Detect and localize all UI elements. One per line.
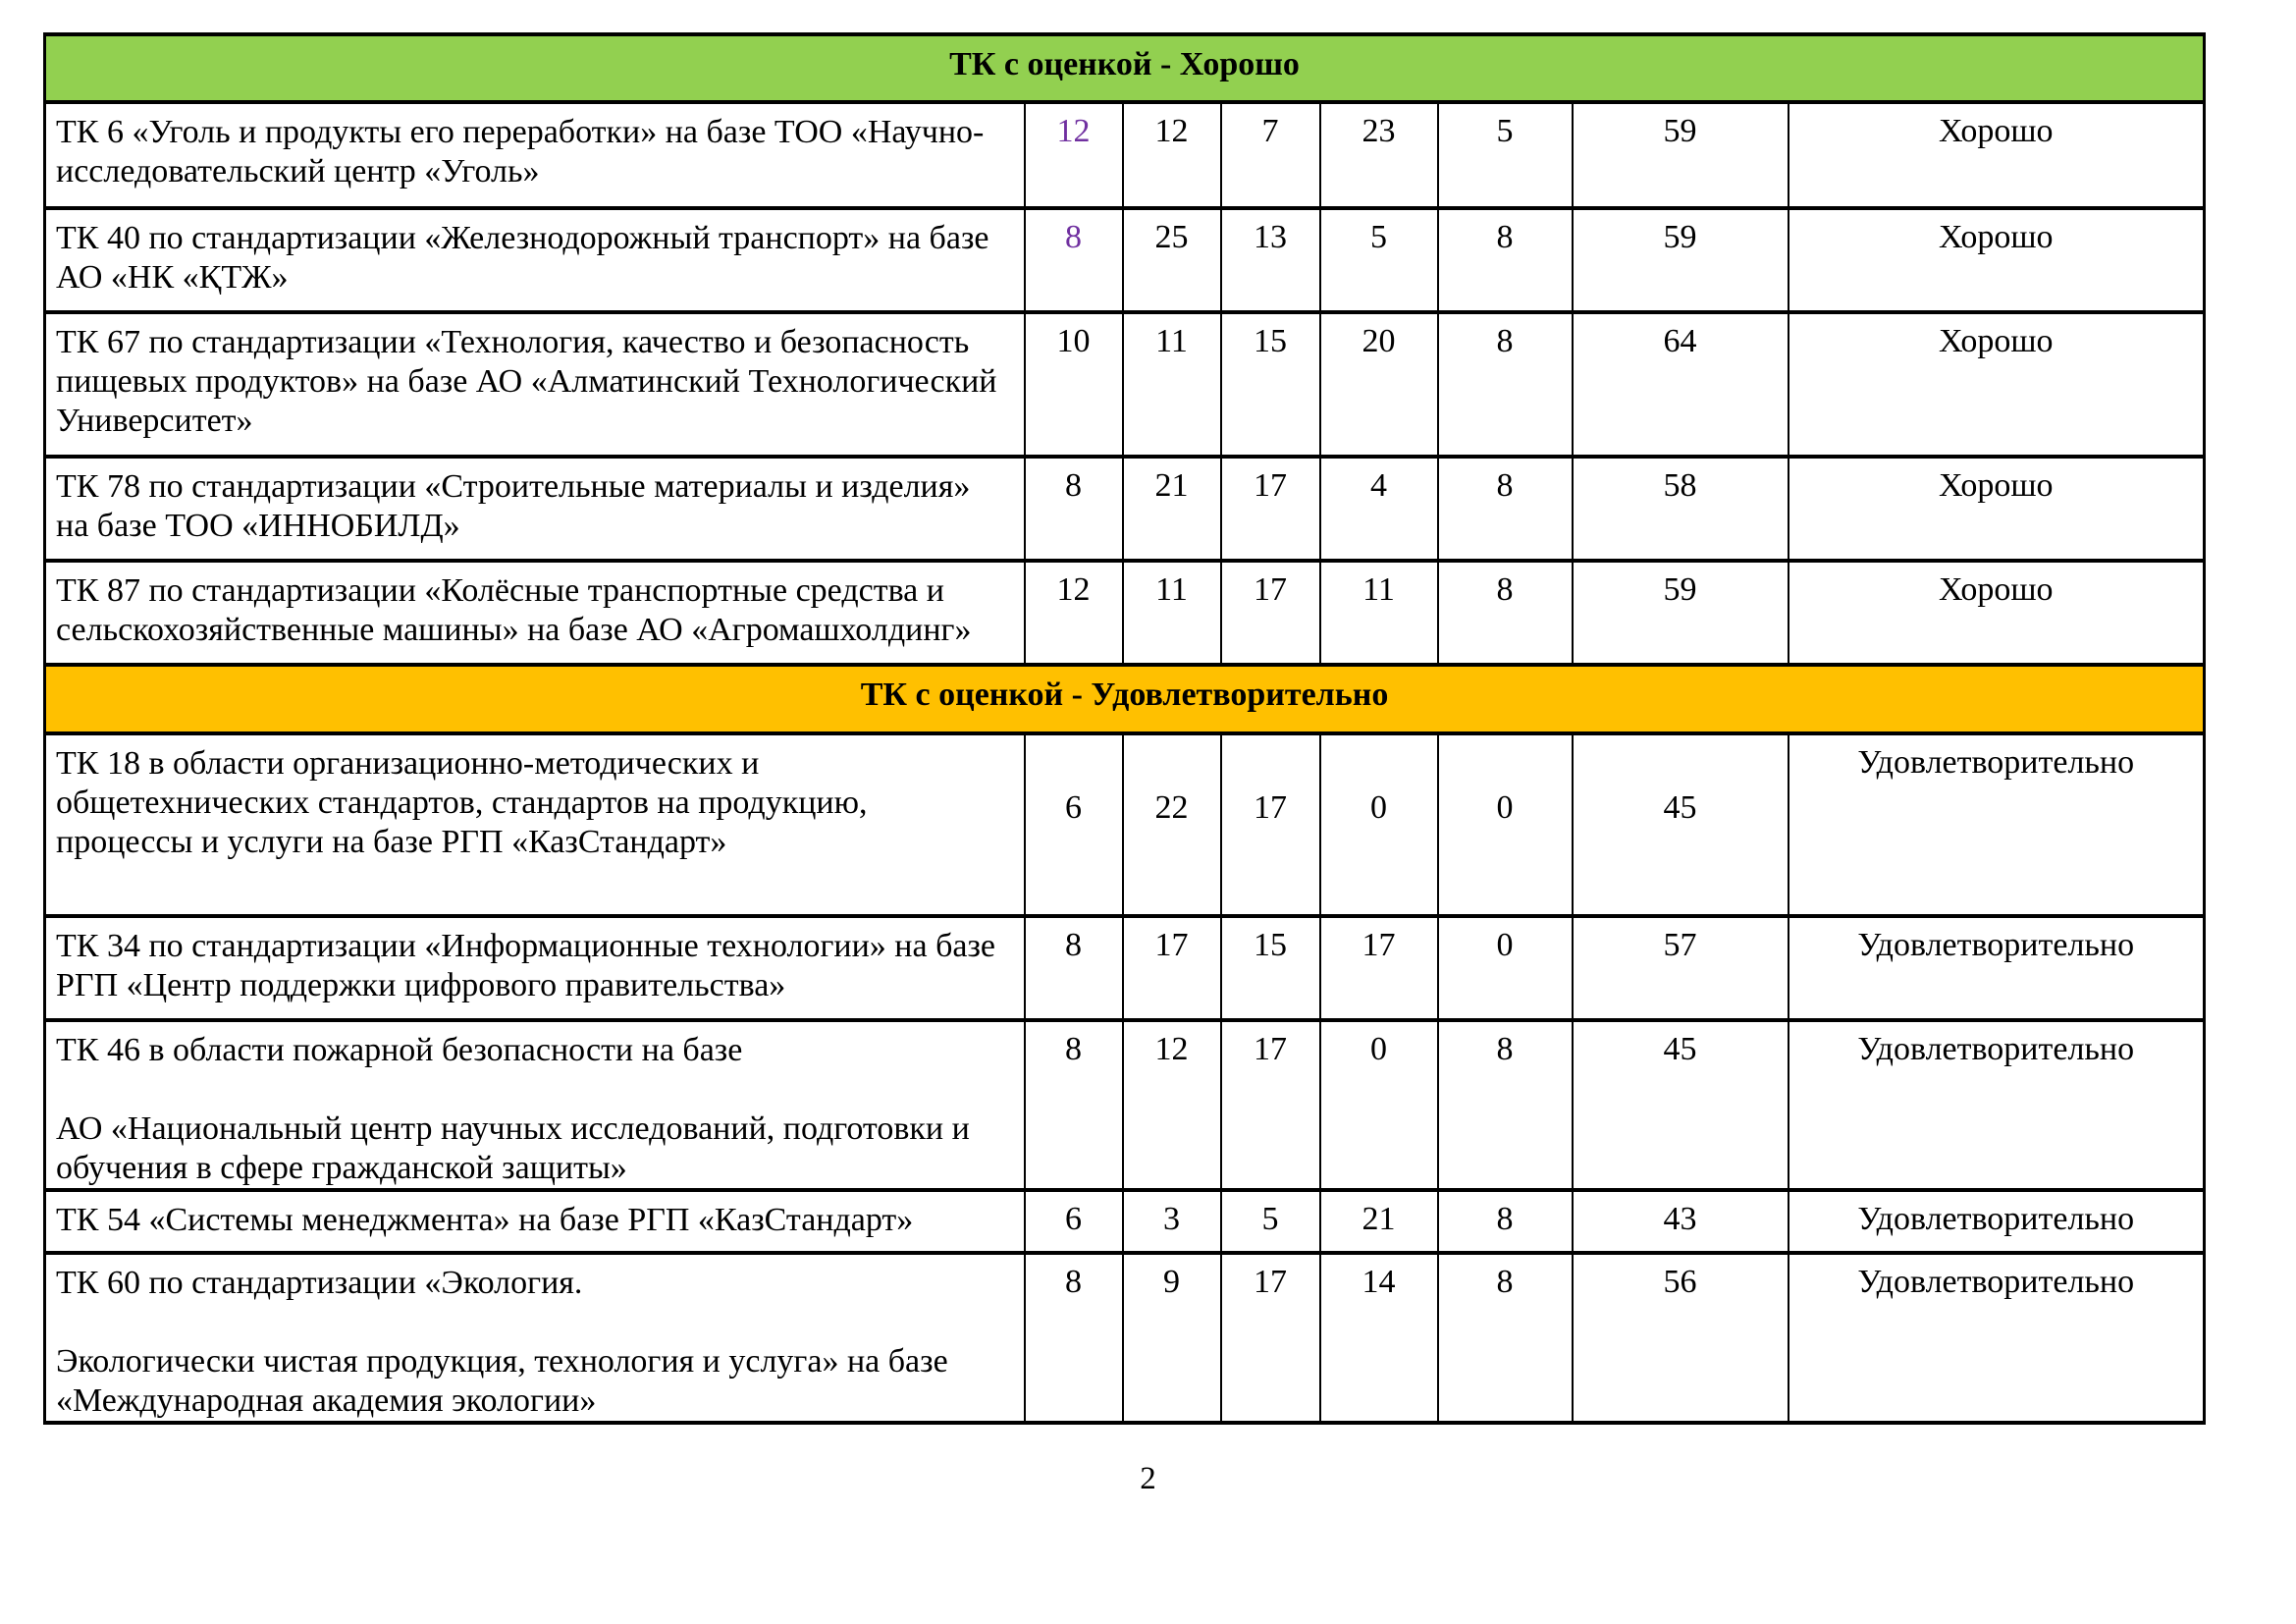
tk-name-cell (45, 457, 1025, 561)
score-cell: 5 (1320, 208, 1438, 312)
score-cell: 6 (1025, 733, 1123, 916)
section-header-good: ТК с оценкой - Хорошо (45, 34, 2205, 102)
score-cell: 17 (1221, 1020, 1320, 1190)
tk-row (45, 1020, 2205, 1190)
score-cell: 20 (1320, 312, 1438, 457)
tk-name-paragraph: ТК 46 в области пожарной безопасности на базе (56, 1032, 743, 1068)
score-cell: 9 (1123, 1253, 1221, 1423)
total-score-cell: 59 (1573, 102, 1789, 208)
tk-name-paragraph: АО «Национальный центр научных исследований, подготовки и обучения в сфере гражданской защиты» (56, 1110, 970, 1186)
score-cell: 8 (1025, 916, 1123, 1020)
total-score-cell: 45 (1573, 733, 1789, 916)
tk-name-cell (45, 561, 1025, 665)
rating-cell: Хорошо (1789, 208, 2205, 312)
score-cell: 8 (1438, 457, 1573, 561)
tk-name-cell (45, 916, 1025, 1020)
score-cell: 13 (1221, 208, 1320, 312)
tk-name-cell (45, 1020, 1025, 1190)
score-cell: 22 (1123, 733, 1221, 916)
tk-row (45, 916, 2205, 1020)
rating-cell: Удовлетворительно (1789, 1020, 2205, 1190)
score-cell: 0 (1320, 733, 1438, 916)
score-cell: 12 (1025, 561, 1123, 665)
tk-name-cell (45, 1190, 1025, 1253)
score-cell: 12 (1123, 102, 1221, 208)
score-cell: 4 (1320, 457, 1438, 561)
tk-row (45, 733, 2205, 916)
score-cell: 12 (1025, 102, 1123, 208)
tk-name-paragraph: ТК 40 по стандартизации «Железнодорожный транспорт» на базе АО «НК «ҚТЖ» (56, 220, 989, 296)
score-cell: 0 (1438, 916, 1573, 1020)
score-cell: 11 (1123, 312, 1221, 457)
score-cell: 5 (1221, 1190, 1320, 1253)
tk-name-paragraph: ТК 87 по стандартизации «Колёсные транспортные средства и сельскохозяйственные машины» на базе АО «Агромашхолдинг» (56, 572, 972, 648)
score-cell: 12 (1123, 1020, 1221, 1190)
section-band-row-satisfactory (45, 665, 2205, 733)
tk-name-cell (45, 208, 1025, 312)
tk-name-cell (45, 733, 1025, 916)
score-cell: 17 (1221, 733, 1320, 916)
tk-row (45, 457, 2205, 561)
score-cell: 14 (1320, 1253, 1438, 1423)
tk-name-paragraph: ТК 60 по стандартизации «Экология. (56, 1265, 583, 1301)
tk-name-paragraph (56, 1303, 1010, 1342)
score-cell: 0 (1438, 733, 1573, 916)
total-score-cell: 56 (1573, 1253, 1789, 1423)
score-cell: 5 (1438, 102, 1573, 208)
score-cell: 7 (1221, 102, 1320, 208)
score-cell: 11 (1123, 561, 1221, 665)
score-cell: 15 (1221, 312, 1320, 457)
score-cell: 3 (1123, 1190, 1221, 1253)
score-cell: 17 (1123, 916, 1221, 1020)
score-cell: 8 (1438, 208, 1573, 312)
tk-name-paragraph: Экологически чистая продукция, технология и услуга» на базе «Международная академия экологии» (56, 1343, 948, 1419)
tk-name-paragraph: ТК 18 в области организационно-методических и общетехнических стандартов, стандартов на продукцию, процессы и услуги на базе РГП «КазСтандарт» (56, 745, 868, 860)
score-cell: 8 (1438, 1190, 1573, 1253)
total-score-cell: 59 (1573, 561, 1789, 665)
total-score-cell: 58 (1573, 457, 1789, 561)
rating-cell: Удовлетворительно (1789, 1253, 2205, 1423)
tk-row (45, 1190, 2205, 1253)
tk-row (45, 208, 2205, 312)
page-number: 2 (1140, 1461, 1156, 1496)
score-cell: 23 (1320, 102, 1438, 208)
total-score-cell: 64 (1573, 312, 1789, 457)
tk-name-paragraph: ТК 6 «Уголь и продукты его переработки» на базе ТОО «Научно-исследовательский центр «Уголь» (56, 114, 985, 189)
score-cell: 8 (1438, 1020, 1573, 1190)
tk-name-paragraph (56, 1070, 1010, 1110)
tk-row (45, 102, 2205, 208)
rating-cell: Хорошо (1789, 561, 2205, 665)
score-cell: 17 (1221, 561, 1320, 665)
score-cell: 8 (1438, 1253, 1573, 1423)
section-band-row-good (45, 34, 2205, 102)
score-cell: 8 (1438, 312, 1573, 457)
tk-row (45, 561, 2205, 665)
score-cell: 15 (1221, 916, 1320, 1020)
score-cell: 11 (1320, 561, 1438, 665)
score-cell: 8 (1025, 1020, 1123, 1190)
section-header-satisfactory: ТК с оценкой - Удовлетворительно (45, 665, 2205, 733)
score-cell: 17 (1221, 457, 1320, 561)
tk-name-paragraph: ТК 54 «Системы менеджмента» на базе РГП «КазСтандарт» (56, 1202, 914, 1238)
rating-cell: Удовлетворительно (1789, 916, 2205, 1020)
tk-assessment-table (43, 32, 2206, 1425)
score-cell: 8 (1438, 561, 1573, 665)
score-cell: 10 (1025, 312, 1123, 457)
score-cell: 21 (1320, 1190, 1438, 1253)
tk-name-paragraph: ТК 67 по стандартизации «Технология, качество и безопасность пищевых продуктов» на базе АО «Алматинский Технологический Университет» (56, 324, 997, 439)
score-cell: 21 (1123, 457, 1221, 561)
score-cell: 17 (1320, 916, 1438, 1020)
score-cell: 17 (1221, 1253, 1320, 1423)
score-cell: 8 (1025, 208, 1123, 312)
rating-cell: Хорошо (1789, 457, 2205, 561)
tk-name-cell (45, 102, 1025, 208)
score-cell: 8 (1025, 1253, 1123, 1423)
rating-cell: Хорошо (1789, 312, 2205, 457)
rating-cell: Хорошо (1789, 102, 2205, 208)
total-score-cell: 43 (1573, 1190, 1789, 1253)
total-score-cell: 57 (1573, 916, 1789, 1020)
total-score-cell: 59 (1573, 208, 1789, 312)
tk-name-cell (45, 312, 1025, 457)
rating-cell: Удовлетворительно (1789, 1190, 2205, 1253)
score-cell: 8 (1025, 457, 1123, 561)
score-cell: 0 (1320, 1020, 1438, 1190)
score-cell: 6 (1025, 1190, 1123, 1253)
tk-name-paragraph: ТК 78 по стандартизации «Строительные материалы и изделия» на базе ТОО «ИННОБИЛД» (56, 468, 971, 544)
rating-cell: Удовлетворительно (1789, 733, 2205, 916)
tk-row (45, 1253, 2205, 1423)
tk-name-paragraph: ТК 34 по стандартизации «Информационные технологии» на базе РГП «Центр поддержки цифрового правительства» (56, 928, 995, 1003)
tk-row (45, 312, 2205, 457)
total-score-cell: 45 (1573, 1020, 1789, 1190)
score-cell: 25 (1123, 208, 1221, 312)
tk-name-cell (45, 1253, 1025, 1423)
